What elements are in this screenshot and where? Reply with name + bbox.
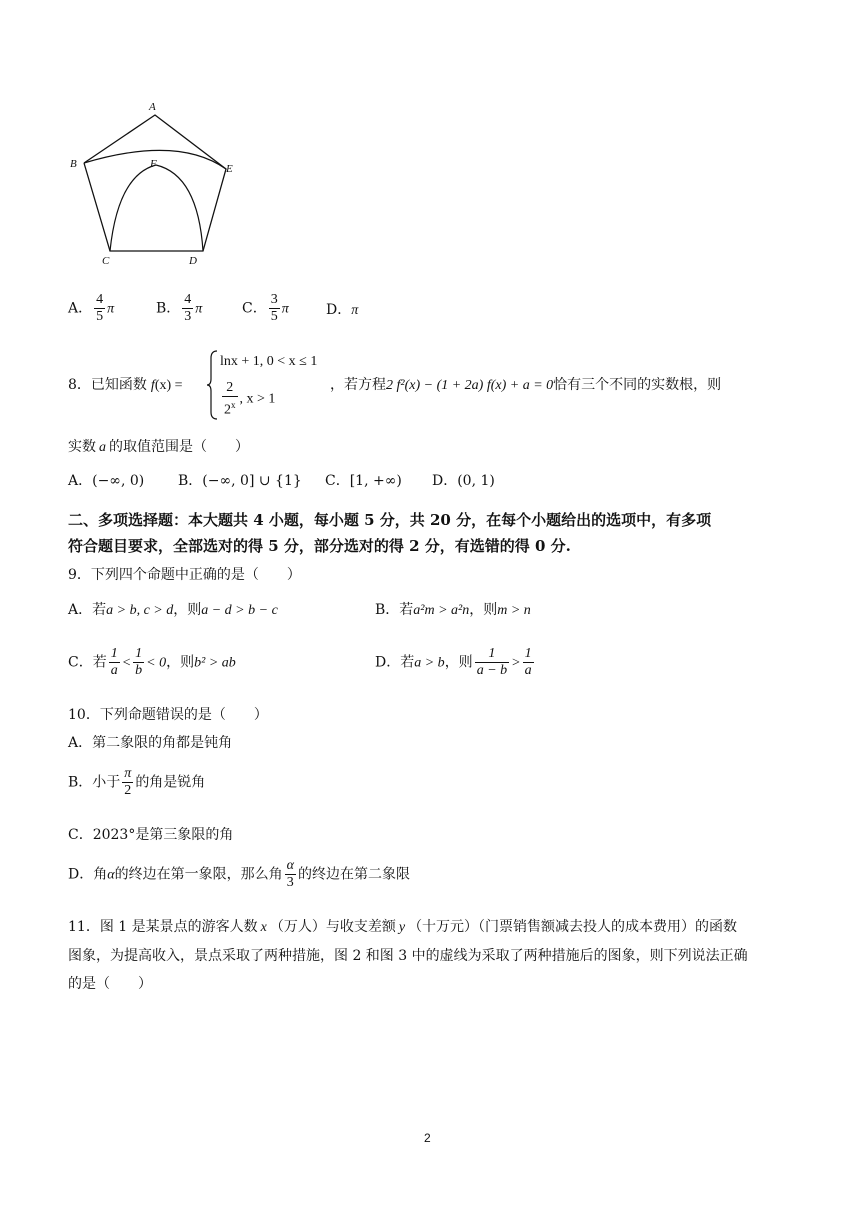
section-2-heading-line-1: 二、多项选择题：本大题共 4 小题，每小题 5 分，共 20 分，在每个小题给出的选项中，有多项 (68, 511, 712, 529)
q8-case-2: $\frac{2}{2^x}$ , x > 1 (224, 380, 276, 418)
q11-line-1: 11．图 1 是某景点的游客人数 x （万人）与收支差额 y （十万元）（门票销售额减去投人的成本费用）的函数 (68, 919, 738, 935)
q8-case-1: lnx + 1, 0 < x ≤ 1 (220, 354, 318, 369)
pentagon-figure (60, 95, 250, 270)
q7-option-c: C． $\frac{3}{5}$ π (242, 292, 289, 324)
q9-option-d: D．若a > b，则 $\frac{1}{a - b}$ > $\frac{1}{a}$ (375, 646, 532, 678)
label-c: C (102, 255, 110, 267)
page-number: 2 (424, 1131, 431, 1145)
q10-option-a: A．第二象限的角都是钝角 (68, 735, 233, 751)
section-2-heading-line-2: 符合题目要求，全部选对的得 5 分，部分选对的得 2 分，有选错的得 0 分. (68, 537, 571, 555)
q9-option-b: B．若a²m > a²n，则m > n (375, 602, 531, 618)
q8-line-2: 实数 a 的取值范围是（ ） (68, 439, 249, 455)
q7-option-b: B． $\frac{4}{3}$ π (156, 292, 203, 324)
label-f: F (150, 158, 157, 170)
label-d: D (189, 255, 197, 267)
q8-equation-line: ，若方程2 f²(x) − (1 + 2a) f(x) + a = 0恰有三个不同的实数根，则 (330, 377, 722, 393)
q10-stem: 10．下列命题错误的是（ ） (68, 707, 268, 723)
q7-option-d: D．π (326, 302, 359, 318)
q8-option-c: C．[1, +∞) (325, 473, 402, 489)
q8-option-b: B．(−∞, 0] ∪ {1} (178, 473, 302, 489)
q7-option-a: A． $\frac{4}{5}$ π (68, 292, 115, 324)
q10-option-d: D．角α的终边在第一象限，那么角 $\frac{\alpha}{3}$ 的终边在第二象限 (68, 858, 410, 890)
label-b: B (70, 158, 77, 170)
piecewise-brace (206, 350, 218, 420)
q9-option-a: A．若a > b, c > d，则a − d > b − c (68, 602, 278, 618)
q10-option-b: B．小于 $\frac{\pi}{2}$ 的角是锐角 (68, 766, 206, 798)
q9-stem: 9．下列四个命题中正确的是（ ） (68, 567, 301, 583)
q8-option-a: A．(−∞, 0) (68, 473, 145, 489)
label-a: A (149, 101, 156, 113)
q8-option-d: D．(0, 1) (432, 473, 495, 489)
q8-prefix: 8．已知函数 f(x) = (68, 377, 183, 393)
label-e: E (226, 163, 233, 175)
q9-option-c: C．若 $\frac{1}{a}$ < $\frac{1}{b}$ < 0，则b² > ab (68, 646, 236, 678)
q11-line-3: 的是（ ） (68, 976, 152, 992)
q11-line-2: 图象，为提高收入，景点采取了两种措施，图 2 和图 3 中的虚线为采取了两种措施后的图象，则下列说法正确 (68, 948, 748, 964)
q10-option-c: C．2023°是第三象限的角 (68, 827, 234, 843)
